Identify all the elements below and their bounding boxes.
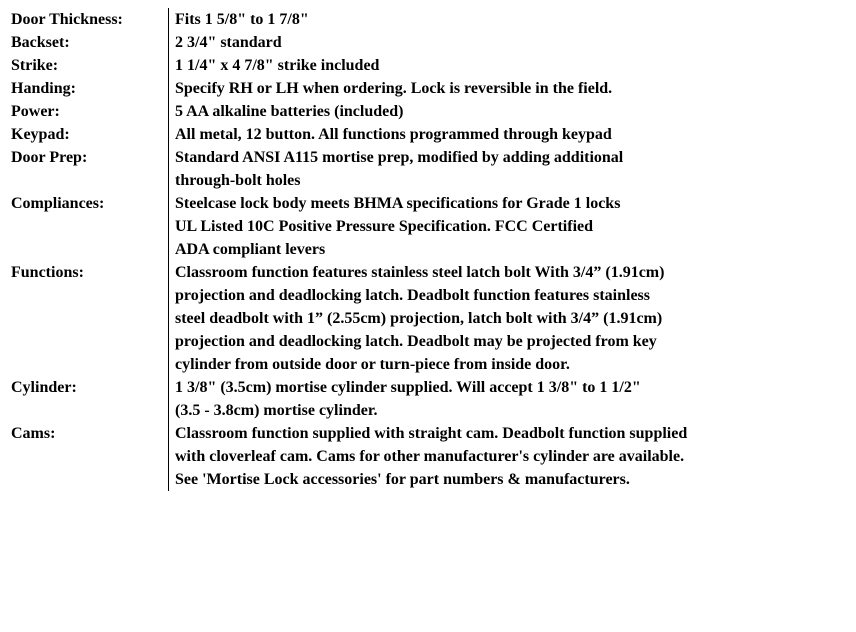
spec-value: [168, 261, 856, 376]
spec-row-handing: [11, 77, 856, 100]
spec-value-line: with cloverleaf cam. Cams for other manufacturer's cylinder are available.: [175, 448, 685, 465]
spec-value: [168, 422, 856, 491]
spec-value-line: Classroom function supplied with straight cam. Deadbolt function supplied: [175, 425, 688, 442]
spec-value-line: projection and deadlocking latch. Deadbolt may be projected from key: [175, 333, 657, 350]
spec-row-door-thickness: [11, 8, 856, 31]
spec-label: Power:: [11, 103, 60, 120]
spec-value-line: projection and deadlocking latch. Deadbolt function features stainless: [175, 287, 650, 304]
spec-label: Functions:: [11, 264, 84, 281]
spec-row-cams: [11, 422, 856, 491]
spec-value-line: cylinder from outside door or turn-piece from inside door.: [175, 356, 570, 373]
spec-label: Backset:: [11, 34, 70, 51]
spec-value: [168, 54, 856, 77]
spec-value-line: All metal, 12 button. All functions programmed through keypad: [175, 126, 612, 143]
spec-value: [168, 77, 856, 100]
spec-row-compliances: [11, 192, 856, 261]
spec-value: [168, 31, 856, 54]
spec-label: Cams:: [11, 425, 56, 442]
spec-row-backset: [11, 31, 856, 54]
spec-label: Handing:: [11, 80, 76, 97]
spec-row-cylinder: [11, 376, 856, 422]
spec-value: [168, 376, 856, 422]
spec-row-keypad: [11, 123, 856, 146]
spec-value-line: Steelcase lock body meets BHMA specifications for Grade 1 locks: [175, 195, 621, 212]
spec-value-line: Standard ANSI A115 mortise prep, modified by adding additional: [175, 149, 624, 166]
spec-label: Strike:: [11, 57, 59, 74]
spec-value-line: steel deadbolt with 1” (2.55cm) projection, latch bolt with 3/4” (1.91cm): [175, 310, 663, 327]
spec-label: Cylinder:: [11, 379, 77, 396]
spec-value-line: (3.5 - 3.8cm) mortise cylinder.: [175, 402, 378, 419]
spec-value: [168, 192, 856, 261]
spec-label: Keypad:: [11, 126, 70, 143]
spec-label: Door Prep:: [11, 149, 88, 166]
spec-label: Door Thickness:: [11, 11, 123, 28]
spec-label: Compliances:: [11, 195, 105, 212]
spec-value: [168, 100, 856, 123]
spec-value-line: Specify RH or LH when ordering. Lock is reversible in the field.: [175, 80, 613, 97]
spec-value-line: Classroom function features stainless steel latch bolt With 3/4” (1.91cm): [175, 264, 665, 281]
spec-value: [168, 146, 856, 192]
spec-value-line: 5 AA alkaline batteries (included): [175, 103, 404, 120]
spec-row-door-prep: [11, 146, 856, 192]
spec-row-strike: [11, 54, 856, 77]
spec-value-line: 1 3/8" (3.5cm) mortise cylinder supplied. Will accept 1 3/8" to 1 1/2": [175, 379, 641, 396]
spec-value-line: 1 1/4" x 4 7/8" strike included: [175, 57, 380, 74]
spec-value-line: 2 3/4" standard: [175, 34, 282, 51]
spec-value: [168, 8, 856, 31]
spec-value-line: See 'Mortise Lock accessories' for part numbers & manufacturers.: [175, 471, 630, 488]
spec-row-functions: [11, 261, 856, 376]
spec-table: [11, 8, 856, 491]
spec-value-line: ADA compliant levers: [175, 241, 326, 258]
spec-row-power: [11, 100, 856, 123]
spec-value-line: through-bolt holes: [175, 172, 301, 189]
spec-value-line: UL Listed 10C Positive Pressure Specification. FCC Certified: [175, 218, 594, 235]
spec-value-line: Fits 1 5/8" to 1 7/8": [175, 11, 309, 28]
spec-value: [168, 123, 856, 146]
